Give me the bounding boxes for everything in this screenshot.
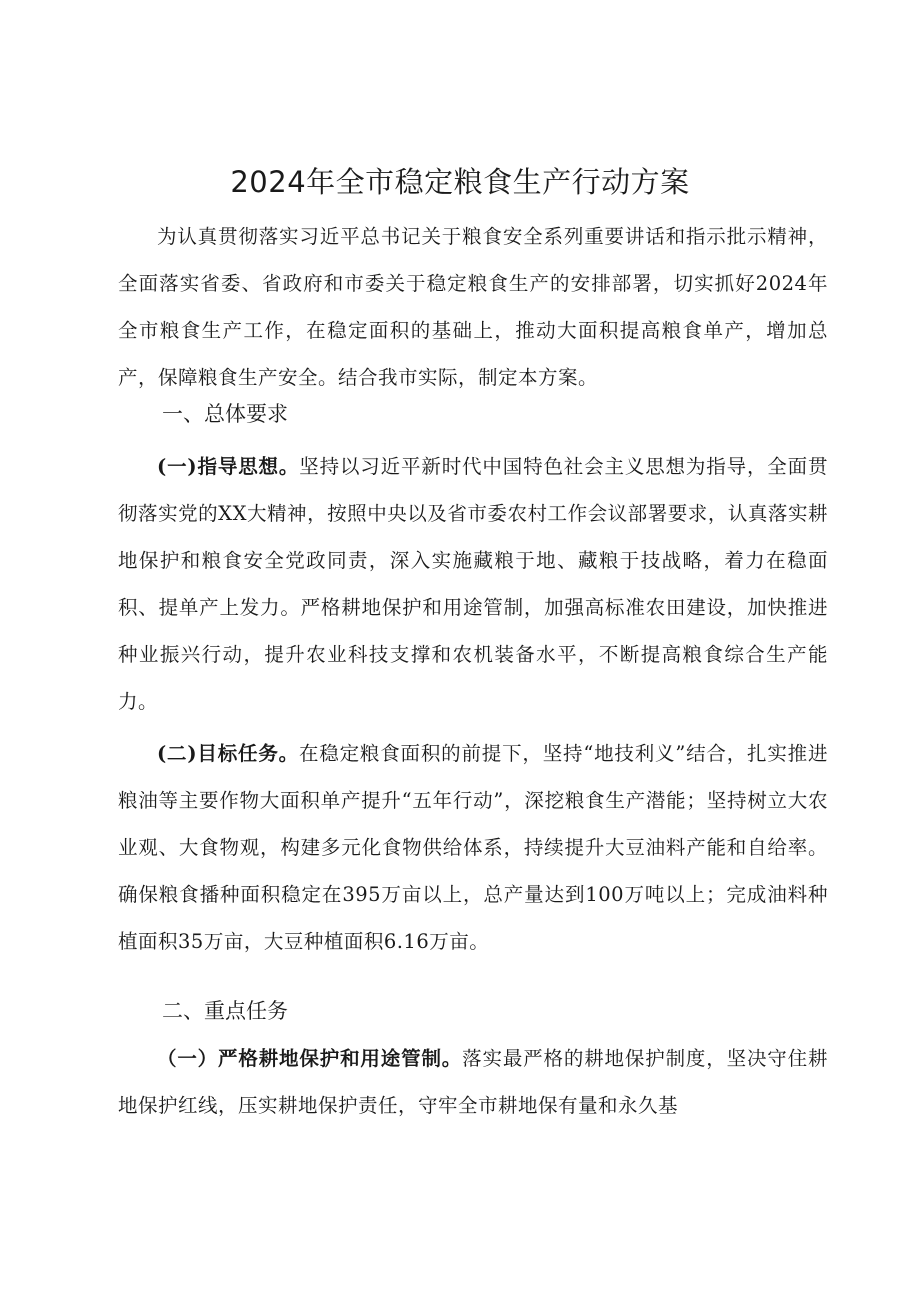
section1-heading: 一、总体要求 (162, 402, 288, 426)
document-title: 2024年全市稳定粮食生产行动方案 (230, 165, 690, 199)
intro-paragraph: 为认真贯彻落实习近平总书记关于粮食安全系列重要讲话和指示批示精神，全面落实省委、省政府和市委关于稳定粮食生产的安排部署，切实抓好2024年全市粮食生产工作，在稳定面积的基础上，推动大面积提高粮食单产，增加总产，保障粮食生产安全。结合我市实际，制定本方案。 (118, 225, 828, 389)
guiding-ideology-label: (一)指导思想。 (157, 455, 300, 478)
targets-label: (二)目标任务。 (157, 742, 299, 765)
targets-text: 在稳定粮食面积的前提下，坚持“地技利义”结合，扎实推进粮油等主要作物大面积单产提升“五年行动”，深挖粮食生产潜能；坚持树立大农业观、大食物观，构建多元化食物供给体系，持续提升大豆油料产能和自给率。确保粮食播种面积稳定在395万亩以上，总产量达到100万吨以上；完成油料种植面积35万亩，大豆种植面积6.16万亩。 (118, 742, 828, 953)
farmland-protection-text: 落实最严格的耕地保护制度，坚决守住耕地保护红线，压实耕地保护责任，守牢全市耕地保有量和永久基 (118, 1047, 828, 1117)
guiding-ideology-text: 坚持以习近平新时代中国特色社会主义思想为指导，全面贯彻落实党的XX大精神，按照中央以及省市委农村工作会议部署要求，认真落实耕地保护和粮食安全党政同责，深入实施藏粮于地、藏粮于技战略，着力在稳面积、提单产上发力。严格耕地保护和用途管制，加强高标准农田建设，加快推进种业振兴行动，提升农业科技支撑和农机装备水平，不断提高粮食综合生产能力。 (118, 455, 828, 713)
section2-heading: 二、重点任务 (162, 999, 288, 1023)
farmland-protection-paragraph (118, 1035, 828, 1129)
farmland-protection-label: （一）严格耕地保护和用途管制。 (157, 1047, 463, 1070)
targets-paragraph (118, 730, 828, 965)
guiding-ideology-paragraph (118, 443, 828, 725)
